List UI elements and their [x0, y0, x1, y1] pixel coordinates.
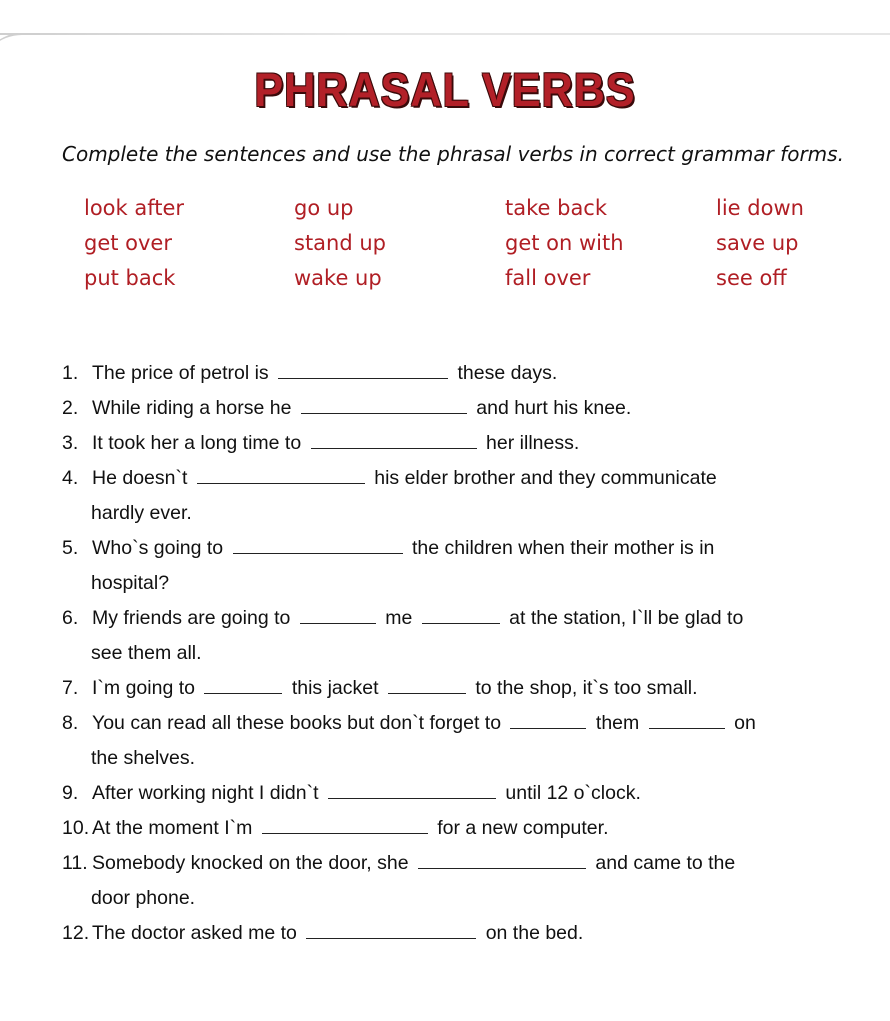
- worksheet-title: PHRASAL VERBS: [254, 63, 636, 116]
- answer-blank[interactable]: [278, 377, 448, 379]
- exercise-text-continued: door phone.: [91, 887, 196, 909]
- exercise-number: 6.: [62, 607, 79, 629]
- exercise-text: My friends are going to: [92, 607, 291, 629]
- answer-blank[interactable]: [262, 832, 428, 834]
- exercise-text: and hurt his knee.: [476, 397, 632, 419]
- exercise-text: these days.: [457, 362, 558, 384]
- exercise-text: on the bed.: [485, 922, 584, 944]
- exercise-text: Somebody knocked on the door, she: [92, 852, 409, 874]
- exercise-text: on: [734, 712, 756, 734]
- exercise-item: [62, 603, 872, 673]
- answer-blank[interactable]: [388, 692, 466, 694]
- exercise-number: 7.: [62, 677, 79, 699]
- exercise-number: 8.: [62, 712, 79, 734]
- verb-item: fall over: [505, 266, 591, 290]
- exercise-item: [62, 673, 872, 708]
- exercise-number: 11.: [62, 852, 88, 874]
- exercise-item: [62, 813, 872, 848]
- exercise-number: 10.: [62, 817, 90, 839]
- exercise-text: to the shop, it`s too small.: [475, 677, 698, 699]
- sheet-corner-curve: [0, 33, 40, 75]
- verb-item: see off: [716, 266, 787, 290]
- exercise-text: After working night I didn`t: [92, 782, 319, 804]
- exercise-text: me: [385, 607, 413, 629]
- answer-blank[interactable]: [233, 552, 403, 554]
- answer-blank[interactable]: [301, 412, 467, 414]
- exercise-text-continued: the shelves.: [91, 747, 196, 769]
- verb-item: take back: [505, 196, 608, 220]
- verb-item: lie down: [716, 196, 804, 220]
- exercise-number: 9.: [62, 782, 79, 804]
- answer-blank[interactable]: [649, 727, 725, 729]
- instruction-text: Complete the sentences and use the phrasal verbs in correct grammar forms.: [62, 142, 844, 166]
- exercise-text: the children when their mother is in: [412, 537, 715, 559]
- exercise-text: for a new computer.: [437, 817, 609, 839]
- exercise-item: [62, 393, 872, 428]
- exercise-text: The price of petrol is: [92, 362, 269, 384]
- exercise-text: The doctor asked me to: [92, 922, 297, 944]
- exercise-text: at the station, I`ll be glad to: [509, 607, 744, 629]
- verb-item: get over: [84, 231, 172, 255]
- exercise-text: It took her a long time to: [92, 432, 302, 454]
- exercise-number: 2.: [62, 397, 79, 419]
- exercise-text: this jacket: [291, 677, 379, 699]
- exercise-text: her illness.: [486, 432, 580, 454]
- verb-item: go up: [294, 196, 354, 220]
- exercise-number: 3.: [62, 432, 79, 454]
- verb-item: get on with: [505, 231, 624, 255]
- verb-item: save up: [716, 231, 799, 255]
- exercise-number: 1.: [62, 362, 79, 384]
- answer-blank[interactable]: [204, 692, 282, 694]
- exercise-item: [62, 358, 872, 393]
- exercise-text-continued: hardly ever.: [91, 502, 192, 524]
- exercise-text: until 12 o`clock.: [505, 782, 641, 804]
- exercise-item: [62, 533, 872, 603]
- exercise-list: [62, 358, 872, 953]
- answer-blank[interactable]: [306, 937, 476, 939]
- exercise-item: [62, 463, 872, 533]
- verb-item: wake up: [294, 266, 382, 290]
- answer-blank[interactable]: [510, 727, 586, 729]
- exercise-item: [62, 848, 872, 918]
- exercise-item: [62, 708, 872, 778]
- exercise-text: his elder brother and they communicate: [374, 467, 717, 489]
- exercise-text: At the moment I`m: [92, 817, 253, 839]
- exercise-text-continued: see them all.: [91, 642, 202, 664]
- verb-item: look after: [84, 196, 185, 220]
- exercise-item: [62, 428, 872, 463]
- exercise-text: While riding a horse he: [92, 397, 292, 419]
- exercise-text: He doesn`t: [92, 467, 188, 489]
- verb-item: stand up: [294, 231, 386, 255]
- answer-blank[interactable]: [418, 867, 586, 869]
- answer-blank[interactable]: [300, 622, 376, 624]
- sheet-top-edge: [0, 33, 890, 35]
- exercise-number: 5.: [62, 537, 79, 559]
- exercise-item: [62, 918, 872, 953]
- exercise-number: 4.: [62, 467, 79, 489]
- exercise-text-continued: hospital?: [91, 572, 170, 594]
- exercise-item: [62, 778, 872, 813]
- answer-blank[interactable]: [422, 622, 500, 624]
- exercise-number: 12.: [62, 922, 90, 944]
- answer-blank[interactable]: [311, 447, 477, 449]
- exercise-text: You can read all these books but don`t forget to: [92, 712, 502, 734]
- exercise-text: Who`s going to: [92, 537, 224, 559]
- answer-blank[interactable]: [197, 482, 365, 484]
- verb-item: put back: [84, 266, 176, 290]
- answer-blank[interactable]: [328, 797, 496, 799]
- exercise-text: I`m going to: [92, 677, 195, 699]
- phrasal-verb-bank: [84, 196, 836, 301]
- exercise-text: and came to the: [595, 852, 736, 874]
- exercise-text: them: [595, 712, 640, 734]
